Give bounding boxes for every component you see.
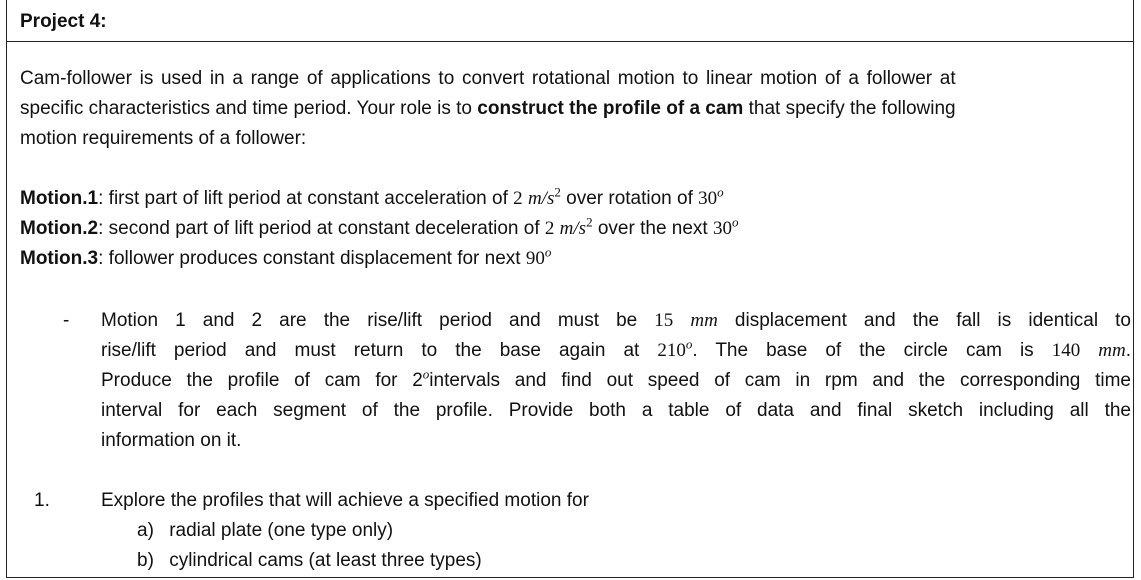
motion-2-value: 2 [544,218,555,239]
bullet-line-4-text: interval for each segment of the profile. Provide both a table of data and final sketch including all the [101,400,1131,421]
title-row [7,0,1133,42]
bullet-line-2-a: rise/lift period and must return to the base again at [101,340,658,361]
bullet-line-2-degree: o [685,336,693,352]
motion-2-text-mid: over the next [592,218,713,239]
bullet-line-1-b: displacement and the fall is identical to [717,310,1131,331]
intro-paragraph [20,64,956,154]
motion-2-label: Motion.2 [20,218,99,239]
motion-3-angle: 90 [525,248,545,269]
bullet-line-1 [101,306,1131,336]
motion-1-unit-sup: 2 [554,184,561,200]
intro-line-2-pre: specific characteristics and time period. Your role is to [20,98,478,119]
intro-bold-phrase: construct the profile of a cam [477,98,744,119]
sub-item-b [137,546,482,576]
intro-line-3-text: motion requirements of a follower: [20,128,307,149]
motion-3-degree: o [544,244,552,260]
motion-1-value: 2 [513,188,523,209]
motion-3-label: Motion.3 [20,248,99,269]
bullet-line-2-num: 210 [657,340,686,361]
motion-1-unit: m/s [527,188,555,209]
motion-2-degree: o [731,214,739,230]
motion-2-text: : second part of lift period at constant deceleration of [98,218,545,239]
list-number: 1. [34,490,50,511]
document-frame [6,0,1134,578]
intro-line-1 [20,64,956,94]
bullet-line-2-unit2: mm [1098,340,1126,361]
bullet-line-2 [101,336,1131,366]
motion-1 [20,184,724,214]
bullet-line-3 [101,366,1131,396]
motion-1-text: : first part of lift period at constant acceleration of [98,188,514,209]
intro-line-3 [20,124,956,154]
sub-item-a-marker: a) [137,520,154,541]
sub-item-a-text: radial plate (one type only) [169,520,394,541]
motion-1-label: Motion.1 [20,188,99,209]
bullet-line-2-num2: 140 [1051,340,1081,361]
sub-item-b-text: cylindrical cams (at least three types) [169,550,482,571]
bullet-line-3-a: Produce the profile of cam for 2 [101,370,423,391]
bullet-line-4 [101,396,1131,426]
bullet-line-3-b: intervals and find out speed of cam in rpm and the corresponding time [429,370,1131,391]
sub-item-a [137,516,393,546]
bullet-line-2-b: . The base of the circle cam is [692,340,1052,361]
motion-1-angle: 30 [698,188,718,209]
motion-1-text-mid: over rotation of [560,188,699,209]
bullet-line-5 [101,426,1131,456]
motion-3 [20,244,551,274]
bullet-line-1-num: 15 [654,310,674,331]
intro-line-2-post: that specify the following [743,98,956,119]
bullet-line-1-unit: mm [690,310,718,331]
motion-2-angle: 30 [712,218,732,239]
motion-2-unit: m/s [559,218,587,239]
list-item-text: Explore the profiles that will achieve a specified motion for [101,490,589,511]
bullet-line-5-text: information on it. [101,430,242,451]
motion-3-text: : follower produces constant displacement for next [98,248,526,269]
motion-2-unit-sup: 2 [586,214,593,230]
sub-item-b-marker: b) [137,550,154,571]
page-title: Project 4: [20,11,107,32]
motion-1-degree: o [717,184,724,200]
bullet-paragraph [101,306,1131,456]
intro-line-1-text: Cam-follower is used in a range of applications to convert rotational motion to linear motion of a follower at [20,68,956,89]
motion-2 [20,214,738,244]
intro-line-2 [20,94,956,124]
bullet-line-3-degree: o [422,366,430,382]
bullet-dash: - [63,310,70,331]
bullet-line-1-a: Motion 1 and 2 are the rise/lift period and must be [101,310,655,331]
bullet-line-2-c: . [1125,340,1131,361]
